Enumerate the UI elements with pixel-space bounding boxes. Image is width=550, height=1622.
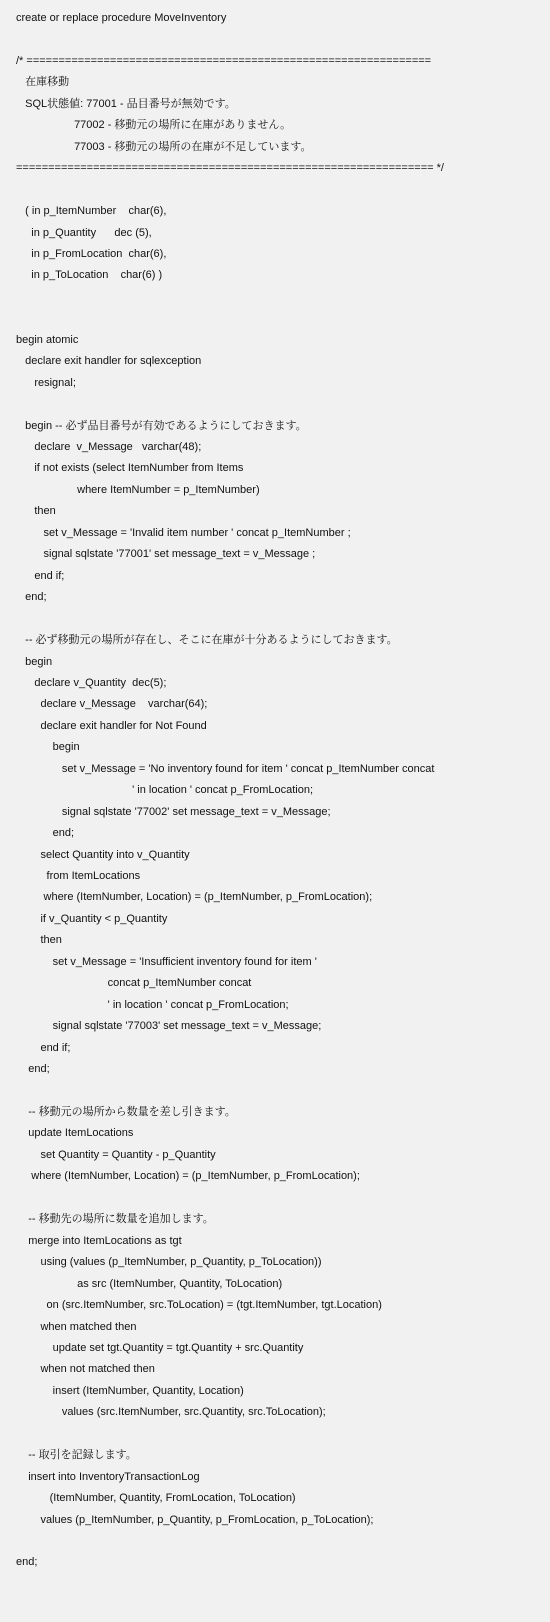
code-line: select Quantity into v_Quantity [16, 848, 190, 861]
code-line: merge into ItemLocations as tgt [16, 1234, 182, 1247]
code-line: when not matched then [16, 1363, 155, 1376]
code-line: 在庫移動 [16, 76, 70, 89]
code-line: in p_FromLocation char(6), [16, 247, 167, 260]
code-line: if v_Quantity < p_Quantity [16, 912, 168, 925]
code-line: begin -- 必ず品目番号が有効であるようにしておきます。 [16, 419, 307, 432]
code-line: declare v_Quantity dec(5); [16, 676, 167, 689]
code-line: using (values (p_ItemNumber, p_Quantity, p_ToLocation)) [16, 1256, 322, 1269]
code-line: declare exit handler for Not Found [16, 719, 207, 732]
code-line: set v_Message = 'No inventory found for item ' concat p_ItemNumber concat [16, 762, 435, 775]
code-line: insert into InventoryTransactionLog [16, 1470, 200, 1483]
code-line: from ItemLocations [16, 870, 141, 882]
code-line: signal sqlstate '77001' set message_text = v_Message ; [16, 548, 316, 561]
code-line: end; [16, 1556, 38, 1569]
code-line: ( in p_ItemNumber char(6), [16, 205, 167, 217]
code-line: values (p_ItemNumber, p_Quantity, p_FromLocation, p_ToLocation); [16, 1513, 374, 1526]
code-line: begin atomic [16, 333, 79, 346]
code-line: (ItemNumber, Quantity, FromLocation, ToLocation) [16, 1492, 296, 1504]
code-line: declare v_Message varchar(64); [16, 698, 208, 711]
code-line: end; [16, 827, 75, 840]
code-line: -- 移動元の場所から数量を差し引きます。 [16, 1106, 236, 1118]
code-line: declare v_Message varchar(48); [16, 441, 202, 453]
code-line: concat p_ItemNumber concat [16, 977, 252, 990]
code-line: begin [16, 741, 80, 754]
code-line: where (ItemNumber, Location) = (p_ItemNumber, p_FromLocation); [16, 891, 373, 904]
code-line: where (ItemNumber, Location) = (p_ItemNumber, p_FromLocation); [16, 1170, 360, 1183]
code-line: ================================================================= */ [16, 162, 444, 175]
code-line: 77002 - 移動元の場所に在庫がありません。 [16, 119, 292, 132]
code-line: as src (ItemNumber, Quantity, ToLocation) [16, 1277, 283, 1290]
code-line: declare exit handler for sqlexception [16, 355, 202, 368]
code-line: in p_Quantity dec (5), [16, 226, 152, 239]
code-line: create or replace procedure MoveInventory [16, 12, 227, 24]
code-line: -- 取引を記録します。 [16, 1449, 137, 1462]
code-line: -- 必ず移動元の場所が存在し、そこに在庫が十分あるようにしておきます。 [16, 634, 398, 646]
code-line: then [16, 934, 62, 947]
code-line: SQL状態値: 77001 - 品目番号が無効です。 [16, 97, 236, 110]
code-line: then [16, 505, 56, 518]
code-line: end if; [16, 1041, 71, 1054]
code-line: end; [16, 1063, 50, 1075]
code-line: signal sqlstate '77002' set message_text = v_Message; [16, 805, 331, 818]
code-line: if not exists (select ItemNumber from Items [16, 462, 244, 475]
code-line: ' in location ' concat p_FromLocation; [16, 998, 289, 1011]
code-line: signal sqlstate '77003' set message_text = v_Message; [16, 1020, 322, 1033]
code-line: values (src.ItemNumber, src.Quantity, src.ToLocation); [16, 1406, 326, 1419]
code-line: resignal; [16, 376, 76, 389]
code-line: update ItemLocations [16, 1127, 134, 1140]
code-line: insert (ItemNumber, Quantity, Location) [16, 1384, 244, 1397]
code-line: -- 移動先の場所に数量を追加します。 [16, 1213, 214, 1226]
code-line: on (src.ItemNumber, src.ToLocation) = (tgt.ItemNumber, tgt.Location) [16, 1299, 382, 1311]
code-line: end; [16, 591, 47, 604]
code-line: 77003 - 移動元の場所の在庫が不足しています。 [16, 140, 312, 153]
code-line: where ItemNumber = p_ItemNumber) [16, 483, 260, 496]
code-line: ' in location ' concat p_FromLocation; [16, 784, 314, 797]
code-line: /* =============================================================== [16, 54, 432, 67]
code-line: when matched then [16, 1320, 137, 1333]
code-line: set Quantity = Quantity - p_Quantity [16, 1148, 216, 1161]
code-line: end if; [16, 569, 65, 582]
code-line: set v_Message = 'Invalid item number ' concat p_ItemNumber ; [16, 526, 351, 539]
code-line: set v_Message = 'Insufficient inventory found for item ' [16, 955, 317, 968]
code-line: update set tgt.Quantity = tgt.Quantity + src.Quantity [16, 1341, 304, 1354]
code-line: in p_ToLocation char(6) ) [16, 269, 163, 282]
code-line: begin [16, 655, 53, 668]
